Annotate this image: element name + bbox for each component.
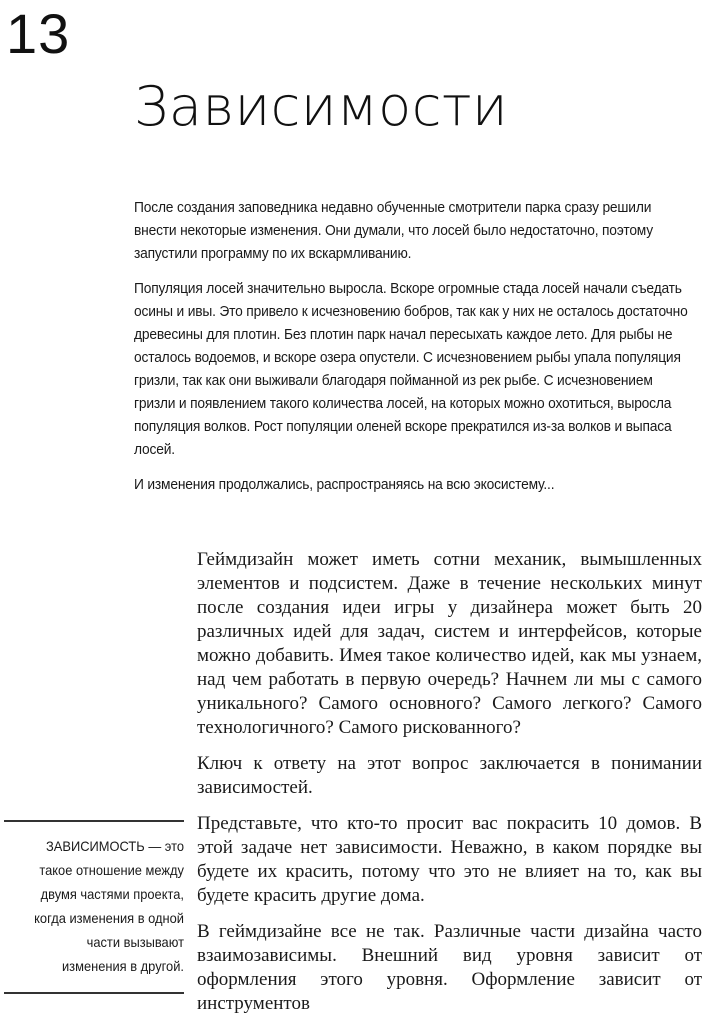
epigraph — [134, 196, 688, 508]
chapter-number: 13 — [6, 2, 71, 65]
sidenote-term: ЗАВИСИМОСТЬ — [46, 838, 145, 854]
epigraph-paragraph: Популяция лосей значительно выросла. Вскоре огромные стада лосей начали съедать осины и ивы. Это привело к исчезновению бобров, так как у них не осталось достаточно древесины для плотин. Без плотин парк начал пересыхать каждое лето. Для рыбы не осталось водоемов, и вскоре озера опустели. С исчезновением рыбы упала популяция гризли, так как они выживали благодаря пойманной из рек рыбе. С исчезновением гризли и появлением такого количества лосей, на которых можно охотиться, выросла популяция волков. Рост популяции оленей вскоре прекратился из-за волков и выпаса лосей. — [134, 280, 688, 458]
epigraph-paragraph: После создания заповедника недавно обученные смотрители парка сразу решили внести некоторые изменения. Они думали, что лосей было недостаточно, поэтому запустили программу по их вскармливанию. — [134, 199, 653, 262]
sidenote — [4, 820, 184, 978]
epigraph-paragraph: И изменения продолжались, распространяясь на всю экосистему... — [134, 476, 555, 493]
sidenote-text — [18, 834, 184, 978]
body-paragraph: В геймдизайне все не так. Различные части дизайна часто взаимозависимы. Внешний вид уровня зависит от оформления этого уровня. Оформление зависит от инструментов — [197, 921, 702, 1014]
sidenote-bottom-rule — [4, 992, 184, 994]
body-paragraph: Представьте, что кто-то просит вас покрасить 10 домов. В этой задаче нет зависимости. Неважно, в каком порядке вы будете их красить, потому что это не влияет на то, как вы будете красить другие дома. — [197, 813, 702, 906]
body-paragraph: Ключ к ответу на этот вопрос заключается в понимании зависимостей. — [197, 753, 702, 798]
body-paragraph: Геймдизайн может иметь сотни механик, вымышленных элементов и подсистем. Даже в течение нескольких минут после создания идеи игры у дизайнера может быть 20 различных идей для задач, систем и интерфейсов, которые можно добавить. Имея такое количество идей, как мы узнаем, над чем работать в первую очередь? Начнем ли мы с самого уникального? Самого основного? Самого легкого? Самого технологичного? Самого рискованного? — [197, 549, 702, 738]
main-text — [197, 548, 702, 1028]
chapter-title: Зависимости — [134, 75, 509, 138]
sidenote-definition: — это такое отношение между двумя частями проекта, когда изменения в одной части вызывают изменения в другой. — [34, 838, 185, 974]
